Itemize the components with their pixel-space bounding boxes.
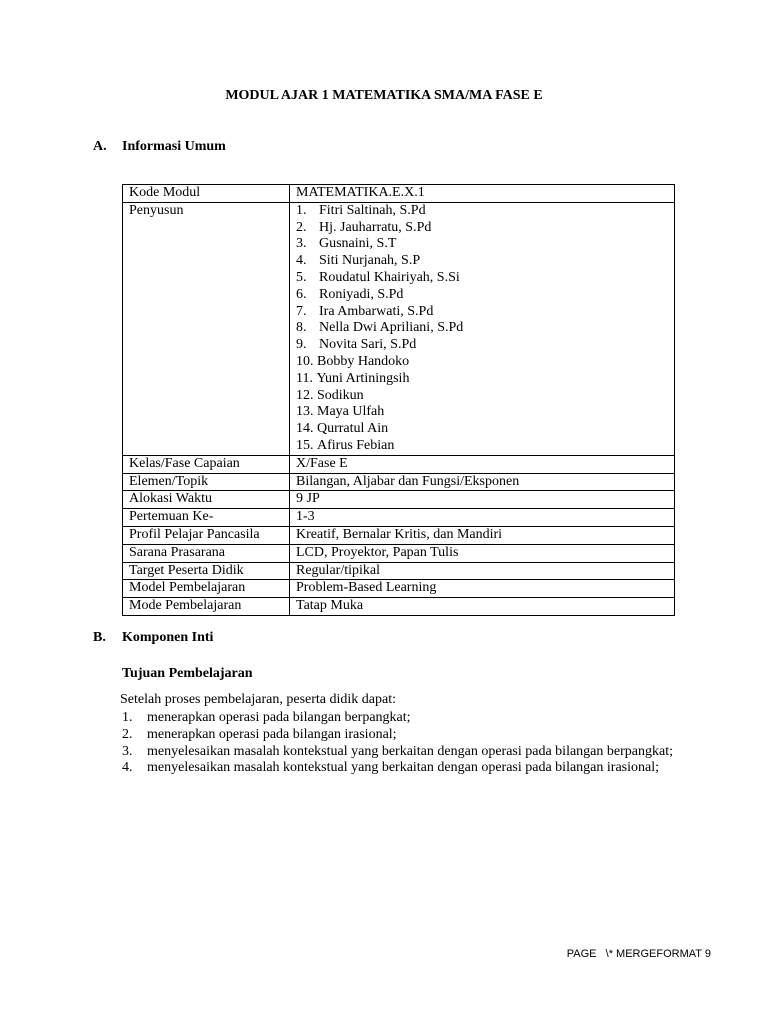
list-number: 8. [296, 320, 307, 336]
row-label: Penyusun [123, 202, 290, 455]
penyusun-list [296, 203, 674, 455]
list-item [296, 287, 674, 304]
row-label: Sarana Prasarana [123, 544, 290, 562]
list-number: 10. [296, 353, 314, 369]
table-row [123, 526, 675, 544]
list-number: 1. [122, 710, 133, 725]
list-item [296, 421, 674, 438]
list-item [296, 270, 674, 287]
row-value: MATEMATIKA.E.X.1 [290, 185, 675, 203]
list-number: 9. [296, 337, 307, 353]
list-text: Afirus Febian [317, 437, 395, 453]
penyusun-cell [290, 202, 675, 455]
list-item [122, 744, 711, 761]
row-label: Kode Modul [123, 185, 290, 203]
list-text: Bobby Handoko [317, 353, 410, 369]
list-number: 4. [296, 253, 307, 269]
list-text: menerapkan operasi pada bilangan berpangkat; [147, 710, 411, 725]
list-number: 2. [122, 726, 133, 742]
list-number: 2. [296, 219, 307, 235]
list-item [122, 760, 711, 777]
list-number: 6. [296, 286, 307, 302]
list-text: Sodikun [317, 387, 364, 403]
list-number: 11. [296, 370, 313, 386]
list-text: Fitri Saltinah, S.Pd [319, 202, 426, 218]
row-value: X/Fase E [290, 455, 675, 473]
list-number: 4. [122, 760, 133, 776]
list-item [296, 388, 674, 405]
list-number: 12. [296, 387, 314, 403]
table-row [123, 544, 675, 562]
list-text: Yuni Artiningsih [316, 370, 410, 386]
row-value: Kreatif, Bernalar Kritis, dan Mandiri [290, 526, 675, 544]
row-label: Model Pembelajaran [123, 580, 290, 598]
list-text: Maya Ulfah [317, 404, 385, 420]
section-b-letter: B. [93, 630, 106, 645]
list-text: Hj. Jauharratu, S.Pd [319, 219, 432, 235]
table-row [123, 185, 675, 203]
list-item [122, 727, 711, 744]
list-item [296, 371, 674, 388]
document-title: MODUL AJAR 1 MATEMATIKA SMA/MA FASE E [225, 88, 543, 103]
table-row [123, 598, 675, 616]
table-row [123, 491, 675, 509]
row-label: Kelas/Fase Capaian [123, 455, 290, 473]
list-item [296, 337, 674, 354]
tujuan-list [122, 710, 711, 777]
list-item [296, 203, 674, 220]
list-number: 3. [296, 236, 307, 252]
section-b-label: Komponen Inti [122, 630, 214, 645]
list-item [296, 404, 674, 421]
row-value: Regular/tipikal [290, 562, 675, 580]
list-text: menerapkan operasi pada bilangan irasional; [147, 726, 397, 742]
table-row [123, 455, 675, 473]
list-number: 3. [122, 743, 133, 759]
list-item [296, 253, 674, 270]
row-label: Target Peserta Didik [123, 562, 290, 580]
list-text: menyelesaikan masalah kontekstual yang berkaitan dengan operasi pada bilangan irasional; [147, 760, 659, 776]
list-number: 5. [296, 269, 307, 285]
list-item [122, 710, 711, 727]
list-item [296, 220, 674, 237]
table-row [123, 562, 675, 580]
list-text: Novita Sari, S.Pd [319, 337, 417, 353]
row-value: Problem-Based Learning [290, 580, 675, 598]
row-value: Tatap Muka [290, 598, 675, 616]
list-text: menyelesaikan masalah kontekstual yang berkaitan dengan operasi pada bilangan berpangkat; [147, 743, 673, 759]
row-label: Elemen/Topik [123, 473, 290, 491]
tujuan-intro: Setelah proses pembelajaran, peserta didik dapat: [120, 692, 397, 707]
table-row [123, 509, 675, 527]
list-text: Roniyadi, S.Pd [319, 286, 404, 302]
row-label: Mode Pembelajaran [123, 598, 290, 616]
table-row [123, 580, 675, 598]
list-text: Siti Nurjanah, S.P [319, 253, 421, 269]
section-b-heading [93, 630, 213, 646]
row-label: Alokasi Waktu [123, 491, 290, 509]
tujuan-heading: Tujuan Pembelajaran [122, 666, 253, 681]
list-text: Ira Ambarwati, S.Pd [319, 303, 434, 319]
list-text: Roudatul Khairiyah, S.Si [319, 269, 460, 285]
list-item [296, 304, 674, 321]
section-a-label: Informasi Umum [122, 139, 226, 154]
row-value: LCD, Proyektor, Papan Tulis [290, 544, 675, 562]
section-a-heading [93, 139, 226, 155]
row-value: 9 JP [290, 491, 675, 509]
list-item [296, 438, 674, 455]
row-label: Pertemuan Ke- [123, 509, 290, 527]
list-item [296, 354, 674, 371]
list-text: Qurratul Ain [317, 421, 389, 437]
table-row [123, 473, 675, 491]
list-item [296, 320, 674, 337]
row-value: Bilangan, Aljabar dan Fungsi/Eksponen [290, 473, 675, 491]
row-value: 1-3 [290, 509, 675, 527]
list-number: 1. [296, 202, 307, 218]
list-number: 7. [296, 303, 307, 319]
list-number: 15. [296, 437, 314, 453]
list-text: Nella Dwi Apriliani, S.Pd [319, 320, 464, 336]
row-label: Profil Pelajar Pancasila [123, 526, 290, 544]
page-footer: PAGE \* MERGEFORMAT 9 [566, 948, 711, 960]
list-number: 13. [296, 404, 314, 420]
section-a-letter: A. [93, 139, 107, 154]
list-text: Gusnaini, S.T [319, 236, 397, 252]
table-row [123, 202, 675, 455]
list-number: 14. [296, 421, 314, 437]
info-table [122, 184, 675, 616]
list-item [296, 236, 674, 253]
